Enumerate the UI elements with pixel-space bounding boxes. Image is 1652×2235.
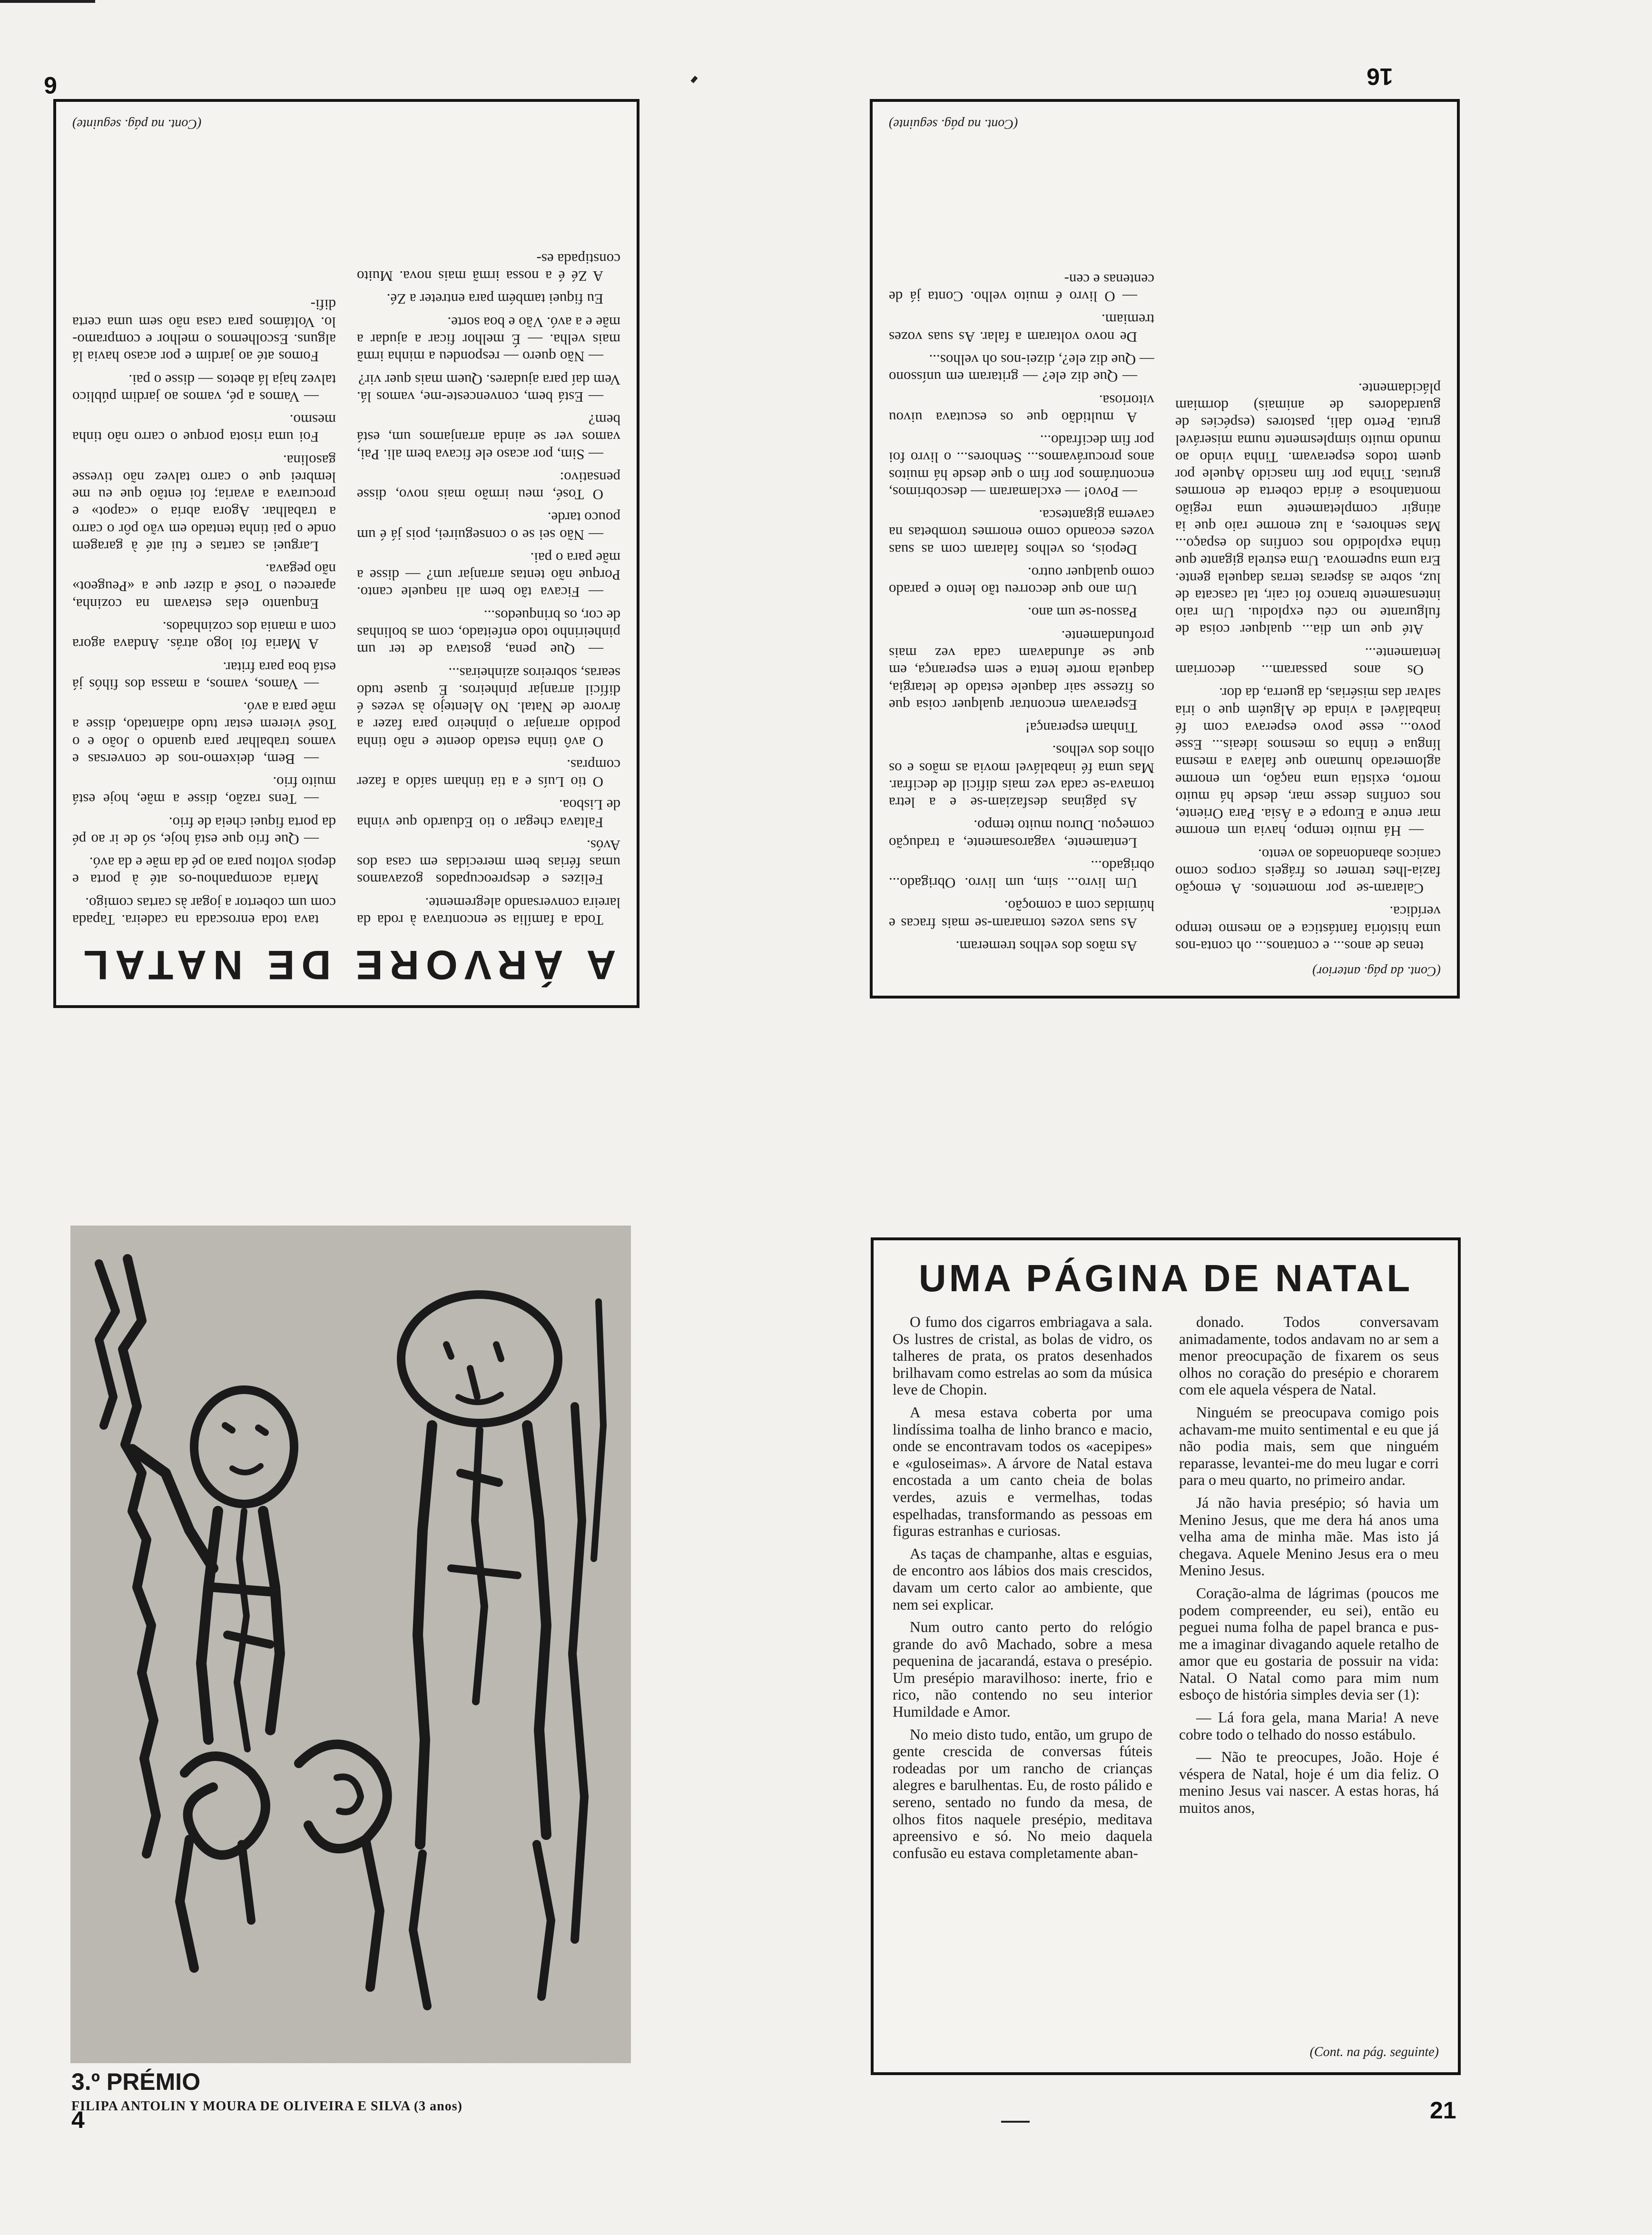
scan-mark bbox=[1001, 2121, 1030, 2123]
paragraph: Maria acompanhou-os até à porta e depois voltou para ao pé da mãe e da avó. bbox=[72, 854, 336, 889]
paragraph: As suas vozes tornaram-se mais fracas e húmidas com a comoção. bbox=[889, 898, 1154, 932]
paragraph: — Que diz ele? — gritaram em uníssono — Que diz ele?, dizei-nos oh velhos... bbox=[889, 352, 1154, 386]
page-number-top-left: 6 bbox=[44, 72, 57, 99]
paragraph: Depois, os velhos falaram com as suas vozes ecoando como enormes trombetas na caverna gigantesca. bbox=[889, 507, 1154, 558]
page-number-bottom-right: 21 bbox=[1430, 2097, 1456, 2124]
paragraph: Ninguém se preocupava comigo pois achavam-me muito sentimental e eu que já não podia mais, sem que ninguém reparasse, levantei-me do meu lugar e corri para o meu quarto, no primeiro andar. bbox=[1179, 1404, 1439, 1489]
paragraph: A Zé é a nossa irmã mais nova. Muito constipada es- bbox=[357, 250, 620, 285]
paragraph: As mãos dos velhos tremeram. bbox=[955, 938, 1137, 955]
uma-pagina-de-natal-article bbox=[871, 1237, 1461, 2075]
paragraph: tava toda enroscada na cadeira. Tapada com um cobertor a jogar às cartas comigo. bbox=[72, 894, 336, 929]
paragraph: — Não te preocupes, João. Hoje é véspera de Natal, hoje é um dia feliz. O menino Jesus vai nascer. A estas horas, há muitos anos, bbox=[1179, 1749, 1439, 1817]
paragraph: Foi uma risota porque o carro não tinha mesmo. bbox=[72, 412, 336, 446]
paragraph: — Que pena, gostava de ter um pinheirinho todo enfeitado, com as bolinhas de cor, os brinquedos... bbox=[357, 607, 620, 659]
page-number-top-right: 16 bbox=[1367, 63, 1393, 90]
drawing-author: FILIPA ANTOLIN Y MOURA DE OLIVEIRA E SILVA (3 anos) bbox=[71, 2099, 462, 2114]
paragraph: O Tosé, meu irmão mais novo, disse pensativo: bbox=[357, 469, 620, 504]
paragraph: Enquanto elas estavam na cozinha, apareceu o Tosé a dizer que a «Peugeot» não pegava. bbox=[72, 561, 336, 613]
scan-mark bbox=[0, 0, 95, 3]
continuation-note: (Cont. na pág. seguinte) bbox=[889, 117, 1018, 131]
paragraph: Faltava chegar o tio Eduardo que vinha de Lisboa. bbox=[357, 797, 620, 831]
paragraph: — Vamos a pé, vamos ao jardim público talvez haja lá abetos — disse o pai. bbox=[72, 371, 336, 405]
paragraph: tenas de anos... e contanos... oh conta-nos uma história fantástica e ao mesmo tempo verídica. bbox=[1175, 903, 1441, 955]
paragraph: — Bem, deixemo-nos de conversas e vamos trabalhar para quando o João e o Tosé vierem estar tudo adiantado, disse a mãe para a avó. bbox=[72, 699, 336, 768]
paragraph: — Lá fora gela, mana Maria! A neve cobre todo o telhado do nosso estábulo. bbox=[1179, 1709, 1439, 1743]
scan-mark bbox=[690, 76, 698, 83]
pagina-16-article bbox=[870, 99, 1460, 999]
prize-label: 3.º PRÉMIO bbox=[71, 2068, 201, 2095]
article-column-2 bbox=[72, 136, 336, 929]
paragraph: A Maria foi logo atrás. Andava agora com a mania dos cozinhados. bbox=[72, 619, 336, 653]
paragraph: Fomos até ao jardim e por acaso havia lá alguns. Escolhemos o melhor e compramo-lo. Voltámos para casa não sem uma certa difi- bbox=[72, 297, 336, 366]
paragraph: Felizes e despreocupados gozavamos umas férias bem merecidas em casa dos Avós. bbox=[357, 837, 620, 889]
article-title: A ÁRVORE DE NATAL bbox=[77, 942, 616, 988]
continuation-note: (Cont. na pág. seguinte) bbox=[1309, 2045, 1439, 2059]
paragraph: Esperavam encontrar qualquer coisa que os fizesse sair daquele estado de letargia, daquela morte lenta e sem esperança, em que se afundavam cada vez mais profundamente. bbox=[889, 627, 1154, 713]
article-title: UMA PÁGINA DE NATAL bbox=[918, 1257, 1413, 1299]
childs-drawing bbox=[70, 1226, 631, 2063]
paragraph: — Há muito tempo, havia um enorme mar entre a Europa e a Ásia. Para Oriente, nos confins desse mar, desde há muito morto, existia uma nação, um enorme aglomerado humano que falava a mesma língua e tinha os mesmos ideais... Esse povo... esse povo esperava com fé inabalável a vinda de Alguém que o iria salvar das misérias, da guerra, da dor. bbox=[1175, 685, 1441, 840]
paragraph: O tio Luís e a tia tinham saído a fazer compras. bbox=[357, 756, 620, 791]
paragraph: As taças de champanhe, altas e esguias, de encontro aos lábios dos mais crescidos, davam um certo calor ao ambiente, que nem sei explicar. bbox=[893, 1545, 1152, 1613]
article-column-2 bbox=[1179, 1314, 1439, 2041]
paragraph: — Ficava tão bem ali naquele canto. Porque não tentas arranjar um? — disse a mãe para o pai. bbox=[357, 549, 620, 601]
paragraph: — Não sei se o conseguirei, pois já é um pouco tarde. bbox=[357, 509, 620, 544]
paragraph: — Está bem, convenceste-me, vamos lá. Vem daí para ajudares. Quem mais quer vir? bbox=[357, 371, 620, 405]
paragraph: Eu fiquei também para entreter a Zé. bbox=[386, 291, 603, 308]
paragraph: De novo voltaram a falar. As suas vozes tremiam. bbox=[889, 311, 1154, 346]
drawing-image bbox=[70, 1226, 631, 2063]
continuation-note: (Cont. na pág. seguinte) bbox=[72, 117, 202, 131]
paragraph: O fumo dos cigarros embriagava a sala. Os lustres de cristal, as bolas de vidro, os talheres de prata, os pratos desenhados brilhavam como estrelas ao som da música leve de Chopin. bbox=[893, 1314, 1152, 1398]
paragraph: Um livro... sim, um livro. Obrigado... obrigado... bbox=[889, 857, 1154, 892]
paragraph: Lentamente, vagarosamente, a tradução começou. Durou muito tempo. bbox=[889, 817, 1154, 851]
paragraph: Os anos passaram... decorriam lentamente... bbox=[1175, 644, 1441, 679]
paragraph: Tinham esperança! bbox=[1025, 720, 1137, 737]
paragraph: Até que um dia... qualquer coisa de fulgurante no céu explodiu. Um raio intensamente branco foi cair, tal cascata de luz, sobre as ásperas terras daquela gente. Era uma supernova. Uma estrela gigante que tinha explodido nos confins do espaço... Mas senhores, a luz enorme raio que ia atingir completamente uma região montanhosa e árida coberta de enormes grutas. Tinha por fim nascido Aquele por quem todos esperavam. Tinha vindo ao mundo muito simplesmente numa miserável gruta. Perto dali, pastores (espécies de guardadores de animais) dormiam plácidamente. bbox=[1175, 380, 1441, 639]
continuation-from-note: (Cont. da pág. anterior) bbox=[1312, 964, 1441, 979]
paragraph: — Não quero — respondeu a minha irmã mais velha. — É melhor ficar a ajudar a mãe e a avó. Vão e boa sorte. bbox=[357, 314, 620, 366]
paragraph: — Sim, por acaso ele ficava bem ali. Pai, vamos ver se ainda arranjamos um, está bem? bbox=[357, 412, 620, 463]
article-column-1 bbox=[893, 1314, 1152, 2041]
paragraph: — O livro é muito velho. Conta já de centenas e cen- bbox=[889, 271, 1154, 306]
paragraph: A mesa estava coberta por uma lindíssima toalha de linho branco e macio, onde se encontravam todos os «acepipes» e «guloseimas». A árvore de Natal estava encostada a um canto cheia de bolas verdes, azuis e vermelhas, todas espelhadas, transformando as pessoas em figuras estranhas e curiosas. bbox=[893, 1404, 1152, 1540]
paragraph: Toda a família se encontrava à roda da lareira conversando alegremente. bbox=[357, 894, 620, 929]
page-number-bottom-left: 4 bbox=[71, 2106, 85, 2133]
paragraph: Coração-alma de lágrimas (poucos me podem compreender, eu sei), então eu peguei numa folha de papel branca e pus-me a imaginar divagando aquele retalho de amor que eu gostaria de possuir na vida: Natal. O Natal como para mim num esboço de história simples devia ser (1): bbox=[1179, 1584, 1439, 1703]
article-column-1 bbox=[1175, 136, 1441, 955]
paragraph: — Que frio que está hoje, só de ir ao pé da porta fiquei cheia de frio. bbox=[72, 814, 336, 848]
paragraph: As páginas desfaziam-se e a letra tornava-se cada vez mais difícil de decifrar. Mas uma fé inabalável movia as mãos e os olhos dos velhos. bbox=[889, 742, 1154, 811]
paragraph: Passou-se um ano. bbox=[1028, 604, 1137, 622]
paragraph: donado. Todos conversavam animadamente, todos andavam no ar sem a menor preocupação de fixarem os seus olhos no coração do presépio e chorarem com ele aquela véspera de Natal. bbox=[1179, 1314, 1439, 1398]
paragraph: O avô tinha estado doente e não tinha podido arranjar o pinheiro para fazer a árvore de Natal. No Alentejo às vezes é difícil arranjar pinheiros. É quase tudo searas, sobreiros azinheiras... bbox=[357, 664, 620, 751]
article-column-2 bbox=[889, 136, 1154, 955]
paragraph: A multidão que os escutava uivou vitoriosa. bbox=[889, 392, 1154, 426]
paragraph: Já não havia presépio; só havia um Menino Jesus, que me dera há anos uma velha ama de minha mãe. Mas isto já chegava. Aquele Menino Jesus era o meu Menino Jesus. bbox=[1179, 1494, 1439, 1579]
paragraph: — Povo! — exclamaram — descobrimos, encontrámos por fim o que desde há muitos anos procurávamos... Senhores... o livro foi por fim decifrado... bbox=[889, 432, 1154, 501]
paragraph: Num outro canto perto do relógio grande do avô Machado, sobre a mesa pequenina de jacarandá, estava o presépio. Um presépio maravilhoso: inerte, frio e rico, não contendo no seu interior Humildade e Amor. bbox=[893, 1619, 1152, 1721]
paragraph: — Vamos, vamos, a massa dos fihós já está boa para fritar. bbox=[72, 659, 336, 693]
paragraph: — Tens razão, disse a mãe, hoje está muito frio. bbox=[72, 774, 336, 808]
paragraph: Um ano que decorreu tão lento e parado como qualquer outro. bbox=[889, 564, 1154, 599]
paragraph: No meio disto tudo, então, um grupo de gente crescida de conversas fúteis rodeadas por um rancho de crianças alegres e barulhentas. Eu, de rosto pálido e sereno, sentado no fundo da mesa, de olhos fitos naquele presépio, meditava apreensivo e só. No meio daquela confusão eu estava completamente aban- bbox=[893, 1726, 1152, 1861]
paragraph: Calaram-se por momentos. A emoção fazia-lhes tremer os frágeis corpos como canicos abandonados ao vento. bbox=[1175, 846, 1441, 898]
arvore-de-natal-article bbox=[53, 99, 639, 1008]
paragraph: Larguei as cartas e fui até à garagem onde o pai tinha tentado em vão pôr o carro a trabalhar. Agora abria o «capot» e procurava a avaria; foi então que eu me lembrei que o carro talvez não tivesse gasolina. bbox=[72, 452, 336, 555]
article-column-1 bbox=[357, 136, 620, 929]
